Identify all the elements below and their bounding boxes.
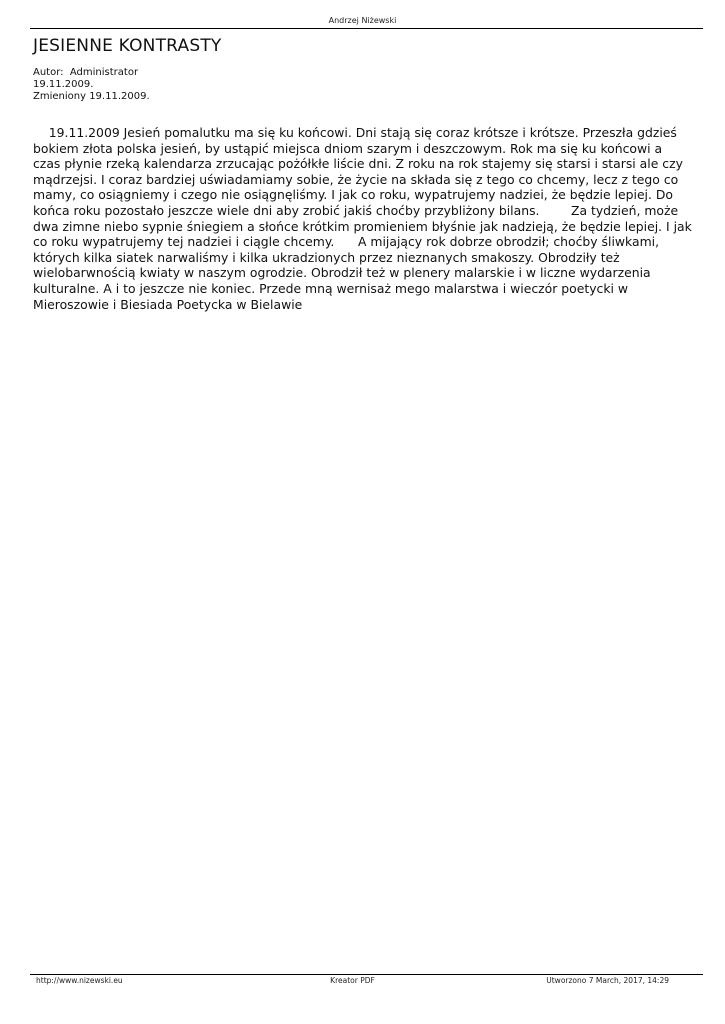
header-divider	[30, 28, 703, 29]
article-author: Autor: Administrator	[33, 67, 139, 78]
article-meta	[33, 67, 150, 103]
footer-created-timestamp: Utworzono 7 March, 2017, 14:29	[546, 976, 669, 985]
article-title: JESIENNE KONTRASTY	[33, 36, 222, 56]
article-modified-date: Zmieniony 19.11.2009.	[33, 91, 150, 102]
page-header-author: Andrzej Niżewski	[328, 16, 397, 25]
article-body: 19.11.2009 Jesień pomalutku ma się ku końcowi. Dni stają się coraz krótsze i krótsze. Przeszła gdzieś bokiem złota polska jesień, by ustąpić miejsca dniom szarym i deszczowym. Rok ma się ku końcowi a czas płynie rzeką kalendarza zrzucając pożółkłe liście dni. Z roku na rok stajemy się starsi i starsi ale czy mądrzejsi. I coraz bardziej uświadamiamy sobie, że życie na składa się z tego co chcemy, lecz z tego co mamy, co osiągniemy i czego nie osiągnęliśmy. I jak co roku, wypatrujemy nadziei, że będzie lepiej. Do końca roku pozostało jeszcze wiele dni aby zrobić jakiś choćby przybliżony bilans. Za tydzień, może dwa zimne niebo sypnie śniegiem a słońce krótkim promieniem błyśnie jak nadzieją, że będzie lepiej. I jak co roku wypatrujemy tej nadziei i ciągle chcemy. A mijający rok dobrze obrodził; choćby śliwkami, których kilka siatek narwaliśmy i kilka ukradzionych przez nieznanych smakoszy. Obrodziły też wielobarwnością kwiaty w naszym ogrodzie. Obrodził też w plenery malarskie i w liczne wydarzenia kulturalne. A i to jeszcze nie koniec. Przede mną wernisaż mego malarstwa i wieczór poetycki w Mieroszowie i Biesiada Poetycka w Bielawie	[33, 125, 696, 312]
footer-divider	[30, 974, 703, 975]
article-date: 19.11.2009.	[33, 79, 94, 90]
footer-url-link[interactable]: http://www.nizewski.eu	[36, 976, 123, 985]
footer-generator: Kreator PDF	[330, 976, 375, 985]
